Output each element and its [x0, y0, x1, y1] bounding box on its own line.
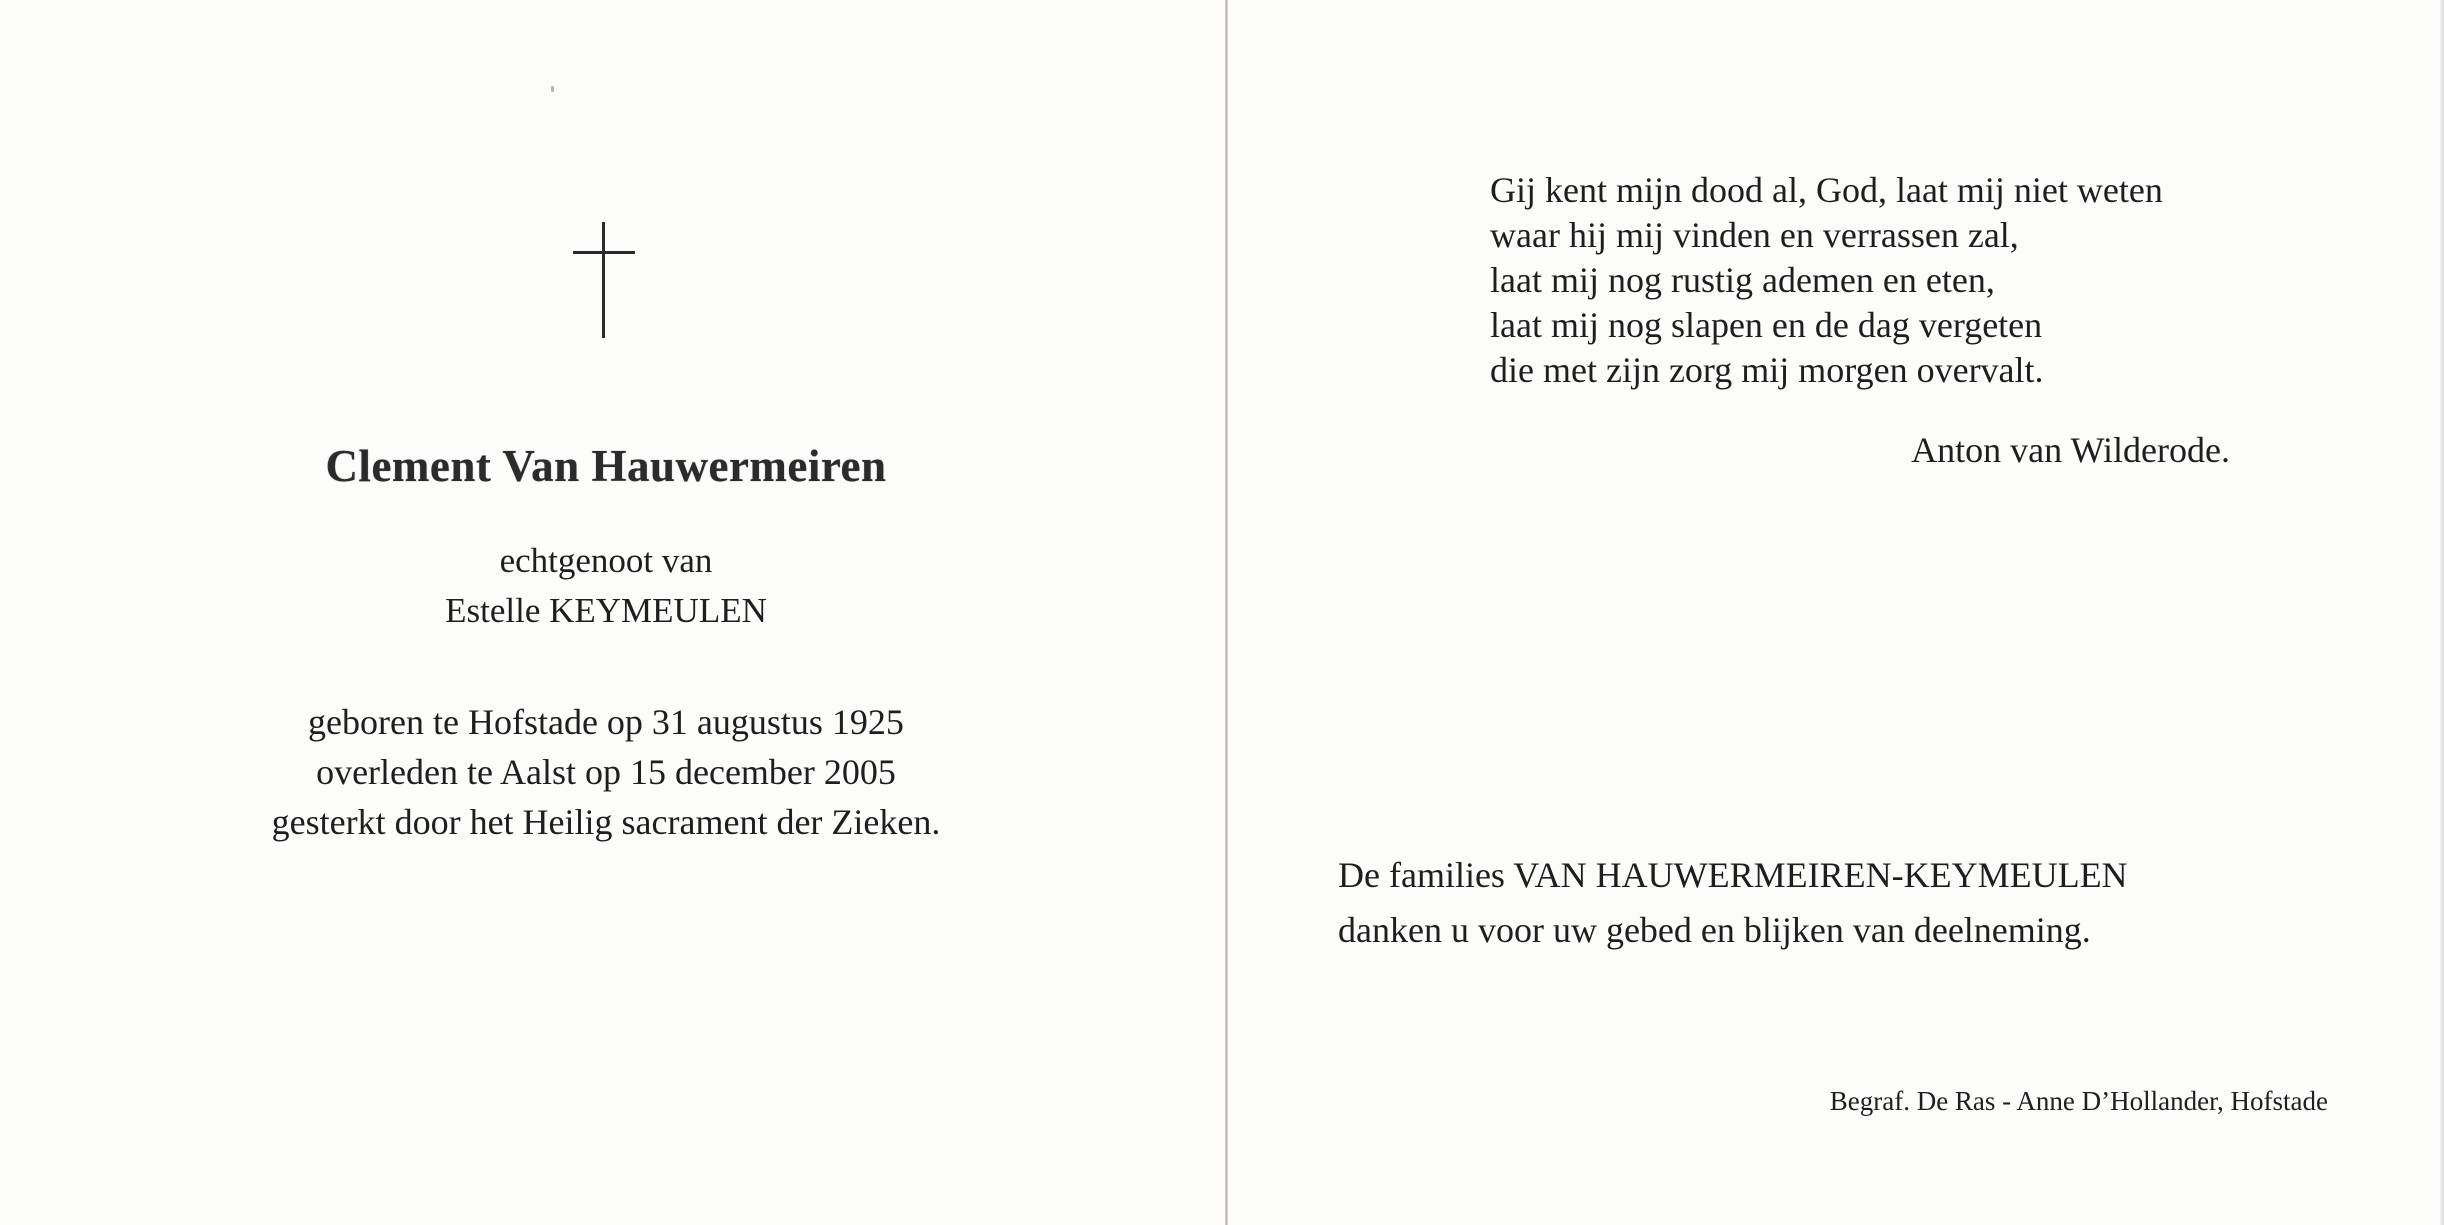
- life-facts: [0, 697, 1212, 847]
- cross-vertical-bar: [602, 222, 605, 338]
- deceased-name: Clement Van Hauwermeiren: [325, 441, 887, 491]
- sacrament-line: gesterkt door het Heilig sacrament der Zieken.: [271, 802, 941, 842]
- paper-speck: [551, 86, 554, 92]
- poem-line: laat mij nog rustig ademen en eten,: [1490, 260, 1995, 300]
- death-line: overleden te Aalst op 15 december 2005: [316, 752, 896, 792]
- printer-credit: Begraf. De Ras - Anne D’Hollander, Hofstade: [1829, 1086, 2328, 1116]
- cross-icon: [573, 222, 635, 338]
- card-edge-shadow: [2440, 0, 2444, 1225]
- poem-line: laat mij nog slapen en de dag vergeten: [1490, 305, 2043, 345]
- spouse-name: Estelle KEYMEULEN: [445, 591, 767, 630]
- poem-line: Gij kent mijn dood al, God, laat mij niet weten: [1490, 170, 2163, 210]
- poem-line: waar hij mij vinden en verrassen zal,: [1490, 215, 2019, 255]
- poem-author: Anton van Wilderode.: [1911, 430, 2230, 470]
- thanks-families-line: De families VAN HAUWERMEIREN-KEYMEULEN: [1338, 855, 2128, 895]
- poem: [1490, 168, 2250, 393]
- family-thanks: [1338, 848, 2128, 958]
- spouse-block: [0, 536, 1212, 636]
- spouse-intro: echtgenoot van: [499, 541, 713, 580]
- poem-line: die met zijn zorg mij morgen overvalt.: [1490, 350, 2044, 390]
- thanks-message-line: danken u voor uw gebed en blijken van deelneming.: [1338, 910, 2091, 950]
- cross-horizontal-bar: [573, 251, 635, 254]
- birth-line: geboren te Hofstade op 31 augustus 1925: [308, 702, 904, 742]
